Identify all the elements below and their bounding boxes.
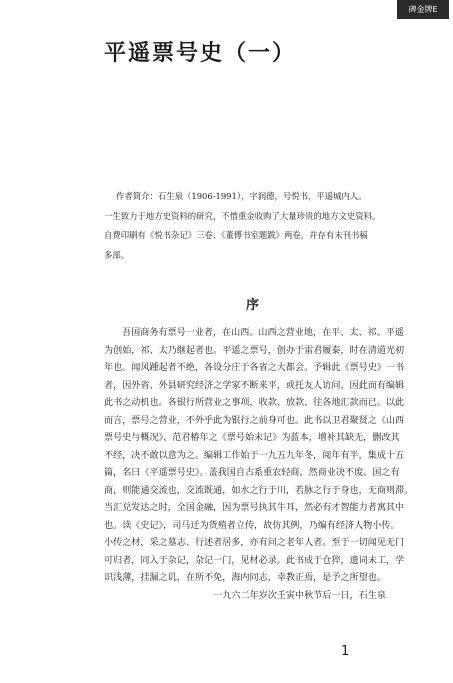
preface-line: 而言，票号之营业，不外乎此为银行之前身可也。此书以卫君聚贤之《山西 <box>104 415 405 426</box>
preface-signature: 一九六二年岁次壬寅中秋节后一日，石生泉 <box>213 590 386 601</box>
preface-line: 年也。闻风踵起者不绝，各设分庄于各省之大都会。予辑此《票号史》一书 <box>104 363 405 373</box>
author-bio <box>104 187 381 265</box>
author-bio-line: 多部。 <box>104 249 130 260</box>
preface-line: 商，则能通交流也，交流既通，如水之行于川，若脉之行于身也，无商则滞。 <box>104 485 414 496</box>
preface-line: 者，因外省、外县研究经济之学家不断来平，或托友人访问，因此而有编辑 <box>104 380 405 391</box>
preface-line: 此书之动机也。各银行所营业之事项，收款、放款、往各地汇款而已。以此 <box>104 398 405 408</box>
preface-line: 当汇兑发达之时，全国金融，因为票号执其牛耳，然必有才智能力者寓其中 <box>104 503 405 513</box>
author-bio-line: 一生致力于地方史资料的研究，不惜重金收购了大量珍贵的地方文史资料。 <box>104 210 381 221</box>
preface-line: 小传之材，采之墓志、行述者居多，亦有问之老年人者。至于一切闻见无门 <box>104 538 405 548</box>
preface-line: 为创始，祁、太乃继起者也。平遥之票号，创办于雷君履泰，时在清道光初 <box>104 345 405 356</box>
preface-body <box>104 325 414 605</box>
article-title: 平遥票号史（一） <box>104 41 297 66</box>
preface-line: 识浅薄，挂漏之讥，在所不免，海内同志，幸教正焉，是予之所望也。 <box>104 573 386 583</box>
preface-line: 篇，名曰《平遥票号史》。盖我国自古系重农轻商，然商业决不废。国之有 <box>104 468 400 478</box>
author-bio-line: 自费印刷有《悦书杂记》三卷、《董傅书室题跋》两卷，并存有未刊书稿 <box>104 230 368 240</box>
preface-line: 可归者，同入于杂记，杂记一门，见材必录。此书成于仓猝，遗词未工，学 <box>104 555 405 566</box>
page-number: 1 <box>341 644 350 659</box>
preface-line: 也。读《史记》，司马迁为货殖者立传，故仿其例，乃编有经济人物小传。 <box>104 520 400 531</box>
preface-heading: 序 <box>246 298 260 313</box>
preface-line: 吾国商务有票号一业者，在山西。山西之营业地，在平、太、祁。平遥 <box>122 328 404 338</box>
running-header-tab: 碑金牌E <box>397 0 449 19</box>
preface-line: 不经，决不敢以意为之。编辑工作始于一九五九年冬，阅年有半，集成十五 <box>104 450 405 461</box>
author-bio-line: 作者简介：石生泉（1906-1991），字润德，号悦书，平遥城内人。 <box>116 191 367 201</box>
preface-line: 票号史与概况》、范君椿年之《票号始末记》为蓝本，增补其缺无，删改其 <box>104 433 400 443</box>
